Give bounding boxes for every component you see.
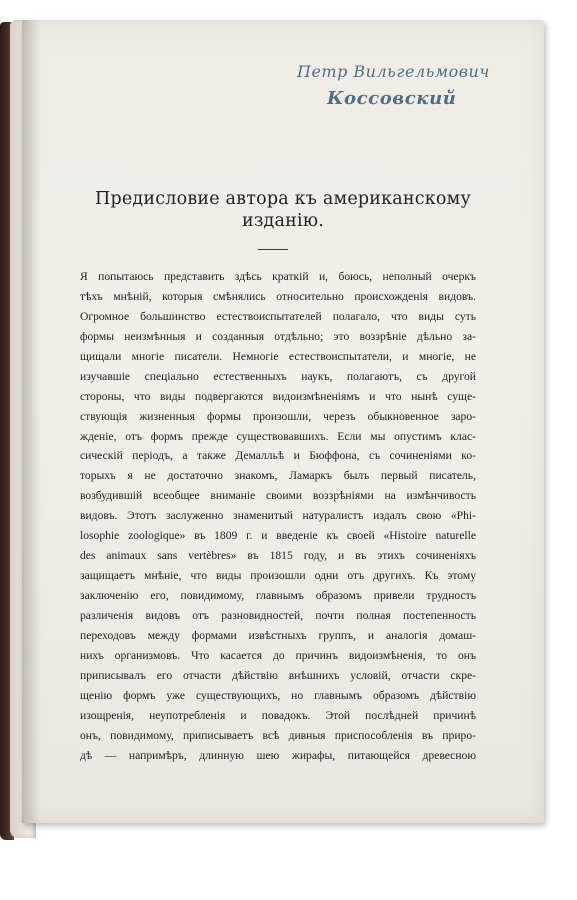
body-line: ствующія жизненныя формы произошли, черезъ обыкновенное заро- [80,409,476,423]
stamp-surname-line: Коссовский [327,88,457,109]
body-line: формы неизмѣнныя и созданныя отдѣльно; это воззрѣніе дѣльно за- [80,329,476,343]
body-line: возбудившій всеобщее вниманіе своими воззрѣніями на измѣнчивость [80,489,476,503]
body-line: losophie zoologique» въ 1809 г. и введеніе къ своей «Histoire naturelle [80,529,476,543]
body-line: дѣ — напримѣръ, длинную шею жирафы, питающейся древесною [80,748,476,762]
body-text [80,267,476,765]
body-line: Я попытаюсь представить здѣсь краткій и, боюсь, неполный очеркъ [80,270,476,283]
heading-divider [258,249,288,250]
body-line: нихъ организмовъ. Что касается до причинъ видоизмѣненія, то онъ [80,648,476,662]
body-line: видовъ. Этотъ заслуженно знаменитый натуралистъ издалъ свою «Phi- [80,509,476,523]
heading-line-1: Предисловие автора къ американскому [95,189,471,209]
owner-stamp [297,62,490,118]
body-line: щищали многіе писатели. Немногіе естествоиспытатели, и многіе, не [80,349,476,363]
body-line: Огромное большинство естествоиспытателей полагало, что виды суть [80,309,476,323]
body-line: изучавшіе спеціально естественныхъ наукъ, полагаютъ, съ другой [80,369,476,383]
page-heading [22,188,544,232]
body-line: приписывалъ его отчасти дѣйствію внѣшнихъ условій, отчасти скре- [80,668,476,682]
body-line: тѣхъ мнѣній, которыя смѣнялись относительно происхожденія видовъ. [80,289,476,303]
body-line: различенія видовъ отъ разновидностей, почти полная постепенность [80,608,476,622]
body-line: des animaux sans vertèbres» въ 1815 году, и въ этихъ сочиненіяхъ [80,549,476,563]
body-line: заключенію его, повидимому, главнымъ образомъ привели трудность [80,589,476,602]
body-line: защищаетъ мнѣніе, что виды произошли одни отъ другихъ. Къ этому [80,569,476,583]
body-line: жденіе, отъ формъ прежде существовавшихъ. Если мы опустимъ клас- [80,429,476,443]
body-line: щенію формъ уже существующихъ, но главнымъ образомъ дѣйствію [80,688,476,702]
body-line: торыхъ я не достаточно знакомъ, Ламаркъ былъ первый писатель, [80,469,476,483]
heading-line-2: изданію. [241,211,325,231]
body-line: сическій періодъ, а также Демалльѣ и Бюффона, съ сочиненіями ко- [80,449,476,463]
stamp-name-line: Петр Вильгельмович [297,62,490,81]
body-line: изощренія, неупотребленія и повадокъ. Этой послѣдней причинѣ [80,708,476,722]
body-line: переходовъ между формами извѣстныхъ группъ, и аналогія домаш- [80,628,476,642]
body-line: стороны, что виды подвергаются видоизмѣненіямъ и что нынѣ суще- [80,389,476,403]
body-line: онъ, повидимому, приписываетъ всѣ дивныя приспособленія въ приро- [80,728,476,742]
